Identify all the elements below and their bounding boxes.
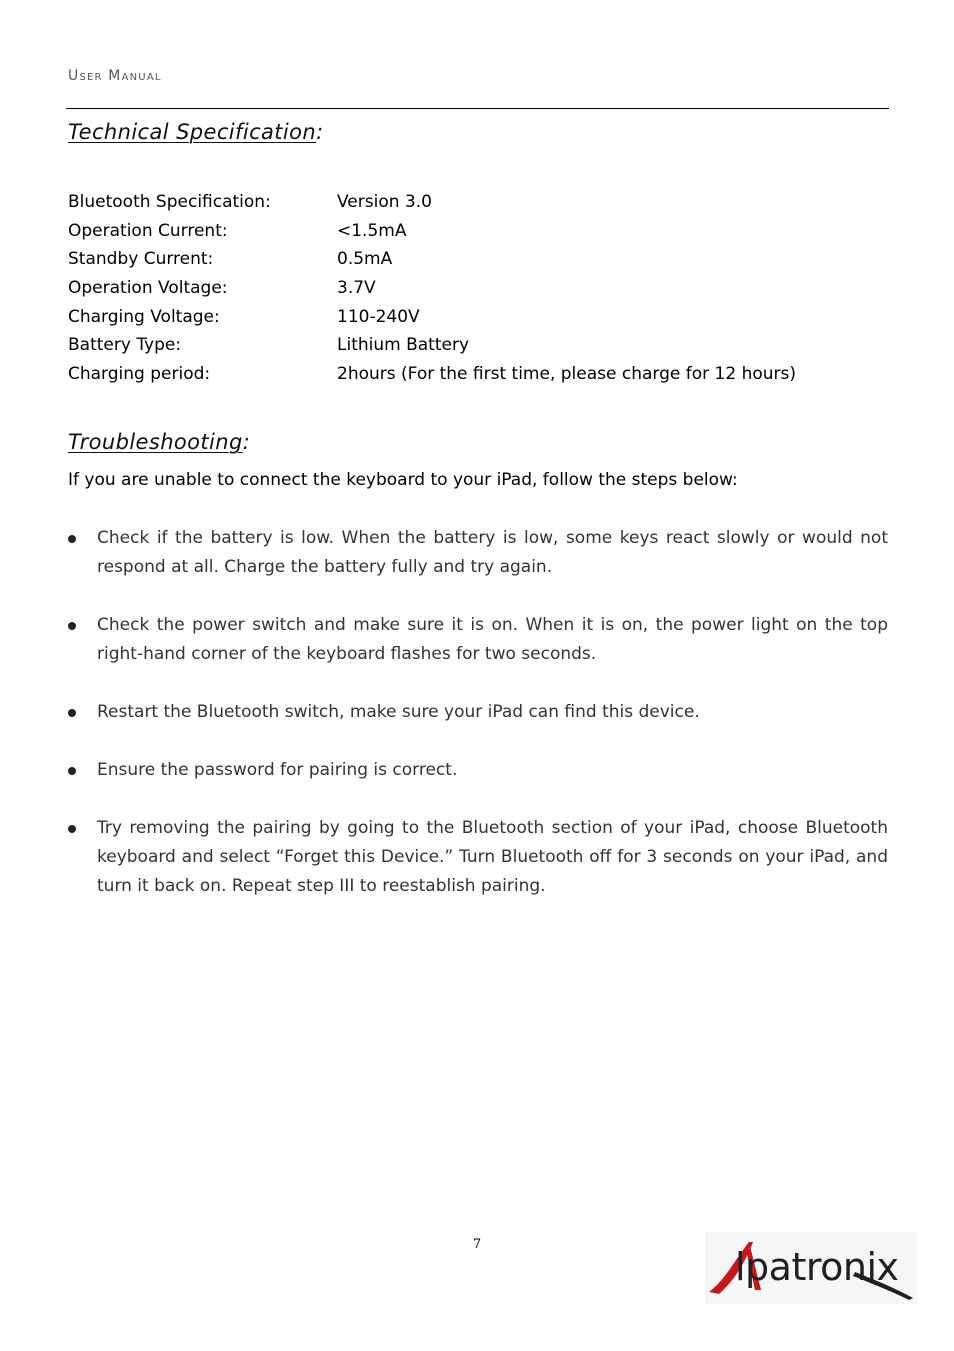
header-divider	[66, 108, 889, 109]
spec-label: Charging period:	[68, 364, 211, 385]
spec-label: Operation Current:	[68, 220, 228, 241]
list-item-text: Check the power switch and make sure it is on. When it is on, the power light on the top right-hand corner of the keyboard flashes for two seconds.	[97, 615, 888, 664]
spec-value: 2hours (For the first time, please charge for 12 hours)	[337, 364, 796, 385]
list-item-text: Ensure the password for pairing is correct.	[97, 760, 458, 780]
bullet-icon	[68, 622, 76, 630]
bullet-icon	[68, 709, 76, 717]
spec-value: Lithium Battery	[337, 335, 470, 356]
spec-value: 3.7V	[337, 278, 376, 299]
spec-label: Battery Type:	[68, 335, 182, 356]
spec-row	[68, 245, 796, 274]
list-item	[68, 698, 888, 727]
spec-value: 110-240V	[337, 306, 420, 327]
spec-label: Standby Current:	[68, 249, 214, 270]
spec-value: <1.5mA	[337, 220, 407, 241]
spec-row	[68, 188, 796, 217]
spec-table	[68, 188, 796, 389]
troubleshooting-colon: :	[242, 430, 251, 454]
spec-value: 0.5mA	[337, 249, 393, 270]
list-item	[68, 814, 888, 901]
troubleshooting-steps	[68, 524, 888, 901]
running-header: User Manual	[68, 68, 162, 84]
bullet-icon	[68, 535, 76, 543]
list-item-text: Restart the Bluetooth switch, make sure your iPad can find this device.	[97, 702, 700, 722]
troubleshooting-title: Troubleshooting	[68, 430, 243, 454]
list-item-text: Try removing the pairing by going to the Bluetooth section of your iPad, choose Bluetooth keyboard and select “Forget this Device.” Turn Bluetooth off for 3 seconds on your iPad, and turn it back on. Repeat step III to reestablish pairing.	[97, 818, 888, 896]
troubleshooting-heading	[68, 430, 250, 454]
spec-row	[68, 217, 796, 246]
logo-wordmark: lpatronix	[735, 1245, 899, 1289]
spec-row	[68, 303, 796, 332]
spec-label: Charging Voltage:	[68, 306, 220, 327]
bullet-icon	[68, 825, 76, 833]
list-item	[68, 524, 888, 582]
page-number: 7	[472, 1237, 482, 1252]
list-item-text: Check if the battery is low. When the battery is low, some keys react slowly or would not respond at all. Charge the battery fully and try again.	[97, 528, 888, 577]
spec-label: Operation Voltage:	[68, 278, 228, 299]
spec-label: Bluetooth Specification:	[68, 192, 271, 212]
troubleshooting-intro: If you are unable to connect the keyboard to your iPad, follow the steps below:	[68, 470, 738, 490]
alpatronix-logo	[705, 1232, 917, 1304]
spec-row	[68, 360, 796, 389]
technical-specification-title: Technical Specification	[68, 120, 317, 144]
spec-row	[68, 331, 796, 360]
spec-value: Version 3.0	[337, 192, 432, 212]
bullet-icon	[68, 767, 76, 775]
technical-specification-heading	[68, 120, 324, 144]
list-item	[68, 611, 888, 669]
technical-specification-colon: :	[316, 120, 324, 144]
spec-row	[68, 274, 796, 303]
list-item	[68, 756, 888, 785]
